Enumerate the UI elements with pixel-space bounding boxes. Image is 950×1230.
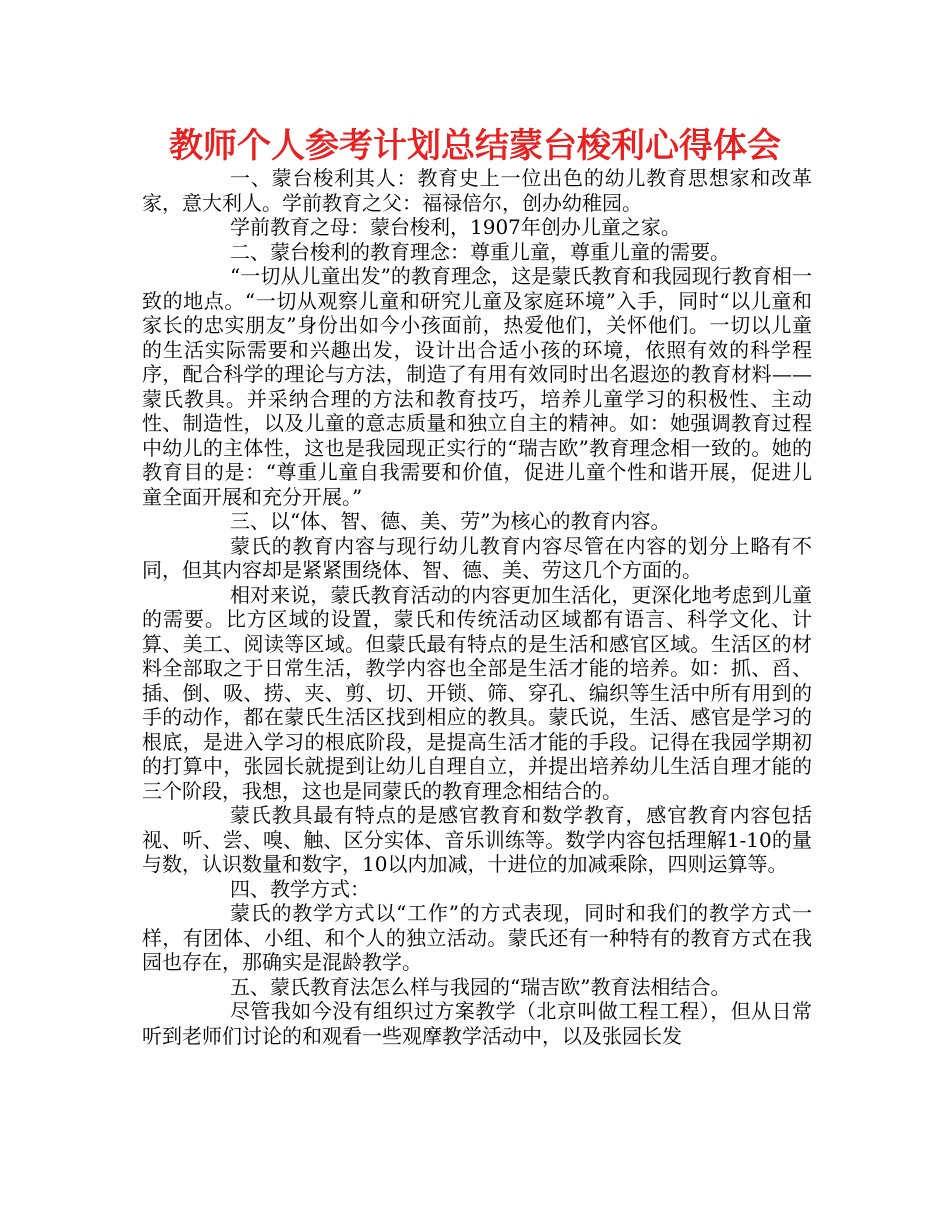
paragraph: 蒙氏的教学方式以“工作”的方式表现，同时和我们的教学方式一样，有团体、小组、和个人的独立活动。蒙氏还有一种特有的教育方式在我园也存在，那确实是混龄教学。	[142, 901, 812, 974]
paragraph: 三、以“体、智、德、美、劳”为核心的教育内容。	[230, 509, 671, 533]
paragraph: 蒙氏的教育内容与现行幼儿教育内容尽管在内容的划分上略有不同，但其内容却是紧紧围绕体、智、德、美、劳这几个方面的。	[142, 533, 812, 582]
document-title: 教师个人参考计划总结蒙台梭利心得体会	[169, 126, 781, 166]
paragraph: 学前教育之母：蒙台梭利，1907年创办儿童之家。	[230, 215, 681, 239]
paragraph: 尽管我如今没有组织过方案教学（北京叫做工程工程），但从日常听到老师们讨论的和观看一些观摩教学活动中，以及张园长发	[142, 999, 812, 1048]
paragraph: 二、蒙台梭利的教育理念：尊重儿童，尊重儿童的需要。	[230, 239, 730, 264]
paragraph: “一切从儿童出发”的教育理念，这是蒙氏教育和我园现行教育相一致的地点。“一切从观察儿童和研究儿童及家庭环境”入手，同时“以儿童和家长的忠实朋友”身份出如今小孩面前，热爱他们，关怀他们。一切以儿童的生活实际需要和兴趣出发，设计出合适小孩的环境，依照有效的科学程序，配合科学的理论与方法，制造了有用有效同时出名遐迩的教育材料——蒙氏教具。并采纳合理的方法和教育技巧，培养儿童学习的积极性、主动性、制造性，以及儿童的意志质量和独立自主的精神。如：她强调教育过程中幼儿的主体性，这也是我园现正实行的“瑞吉欧”教育理念相一致的。她的教育目的是：“尊重儿童自我需要和价值，促进儿童个性和谐开展，促进儿童全面开展和充分开展。”	[142, 264, 812, 509]
paragraph: 四、教学方式：	[230, 876, 370, 901]
paragraph: 一、蒙台梭利其人：教育史上一位出色的幼儿教育思想家和改革家，意大利人。学前教育之父：福禄倍尔，创办幼稚园。	[142, 166, 812, 215]
paragraph: 五、蒙氏教育法怎么样与我园的“瑞吉欧”教育法相结合。	[230, 974, 731, 999]
paragraph: 相对来说，蒙氏教育活动的内容更加生活化，更深化地考虑到儿童的需要。比方区域的设置，蒙氏和传统活动区域都有语言、科学文化、计算、美工、阅读等区域。但蒙氏最有特点的是生活和感官区域。生活区的材料全部取之于日常生活，教学内容也全部是生活才能的培养。如：抓、舀、插、倒、吸、捞、夹、剪、切、开锁、筛、穿孔、编织等生活中所有用到的手的动作，都在蒙氏生活区找到相应的教具。蒙氏说，生活、感官是学习的根底，是进入学习的根底阶段，是提高生活才能的手段。记得在我园学期初的打算中，张园长就提到让幼儿自理自立，并提出培养幼儿生活自理才能的三个阶段，我想，这也是同蒙氏的教育理念相结合的。	[142, 582, 812, 803]
paragraph: 蒙氏教具最有特点的是感官教育和数学教育，感官教育内容包括视、听、尝、嗅、触、区分实体、音乐训练等。数学内容包括理解1-10的量与数，认识数量和数字，10以内加减，十进位的加减乘除，四则运算等。	[142, 803, 812, 876]
document-body	[142, 166, 812, 1048]
